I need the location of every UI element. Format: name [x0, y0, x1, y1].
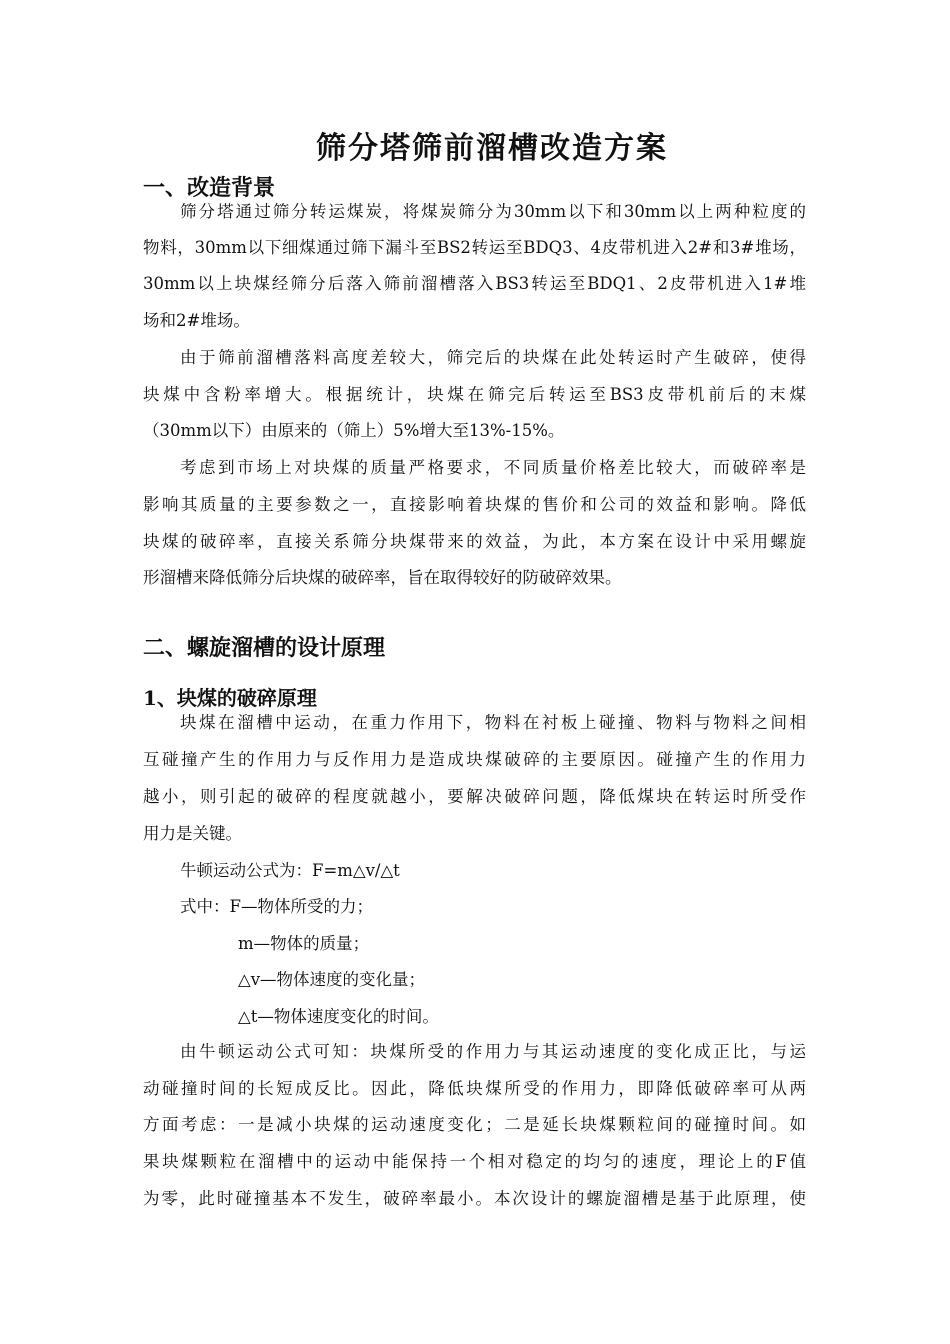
paragraph-line: 方面考虑：一是减小块煤的运动速度变化；二是延长块煤颗粒间的碰撞时间。如: [143, 1115, 806, 1134]
paragraph-line: 场和2#堆场。: [143, 311, 250, 330]
paragraph-line: 由于筛前溜槽落料高度差较大，筛完后的块煤在此处转运时产生破碎，使得: [180, 348, 806, 367]
paragraph-line: 筛分塔通过筛分转运煤炭，将煤炭筛分为30mm以下和30mm以上两种粒度的: [180, 202, 806, 221]
paragraph-line: 越小，则引起的破碎的程度就越小，要解决破碎问题，降低煤块在转运时所受作: [143, 787, 806, 806]
paragraph-line: 形溜槽来降低筛分后块煤的破碎率，旨在取得较好的防破碎效果。: [143, 568, 622, 587]
formula-definition-line: 式中：F—物体所受的力；: [180, 897, 373, 916]
paragraph-line: 块煤在溜槽中运动，在重力作用下，物料在衬板上碰撞、物料与物料之间相: [180, 713, 806, 732]
section-heading-background: 一、改造背景: [143, 175, 276, 201]
paragraph-line: 30mm以上块煤经筛分后落入筛前溜槽落入BS3转运至BDQ1、2皮带机进入1#堆: [143, 274, 806, 293]
formula-definition-line: m—物体的质量；: [238, 934, 370, 953]
paragraph-line: 由牛顿运动公式可知：块煤所受的作用力与其运动速度的变化成正比，与运: [180, 1042, 806, 1061]
paragraph-line: 用力是关键。: [143, 824, 242, 843]
subsection-heading-breakage-principle: 1、块煤的破碎原理: [143, 686, 317, 710]
paragraph-line: 物料，30mm以下细煤通过筛下漏斗至BS2转运至BDQ3、4皮带机进入2#和3#堆场，: [143, 238, 806, 257]
formula-line: 牛顿运动公式为：F=m△v/△t: [180, 861, 400, 880]
paragraph-line: 影响其质量的主要参数之一，直接影响着块煤的售价和公司的效益和影响。降低: [143, 495, 806, 514]
formula-definition-line: △t—物体速度变化的时间。: [238, 1007, 439, 1026]
document-title: 筛分塔筛前溜槽改造方案: [316, 131, 668, 166]
paragraph-line: 块煤中含粉率增大。根据统计，块煤在筛完后转运至BS3皮带机前后的末煤: [143, 385, 806, 404]
paragraph-line: 果块煤颗粒在溜槽中的运动中能保持一个相对稳定的均匀的速度，理论上的F值: [143, 1152, 806, 1171]
paragraph-line: 块煤的破碎率，直接关系筛分块煤带来的效益，为此，本方案在设计中采用螺旋: [143, 532, 806, 551]
paragraph-line: （30mm以下）由原来的（筛上）5%增大至13%-15%。: [143, 421, 565, 440]
paragraph-line: 考虑到市场上对块煤的质量严格要求，不同质量价格差比较大，而破碎率是: [180, 458, 806, 477]
paragraph-line: 为零，此时碰撞基本不发生，破碎率最小。本次设计的螺旋溜槽是基于此原理，使: [143, 1189, 806, 1208]
paragraph-line: 动碰撞时间的长短成反比。因此，降低块煤所受的作用力，即降低破碎率可从两: [143, 1079, 806, 1098]
section-heading-design-principle: 二、螺旋溜槽的设计原理: [143, 635, 386, 661]
formula-definition-line: △v—物体速度的变化量；: [238, 970, 426, 989]
paragraph-line: 互碰撞产生的作用力与反作用力是造成块煤破碎的主要原因。碰撞产生的作用力: [143, 750, 806, 769]
